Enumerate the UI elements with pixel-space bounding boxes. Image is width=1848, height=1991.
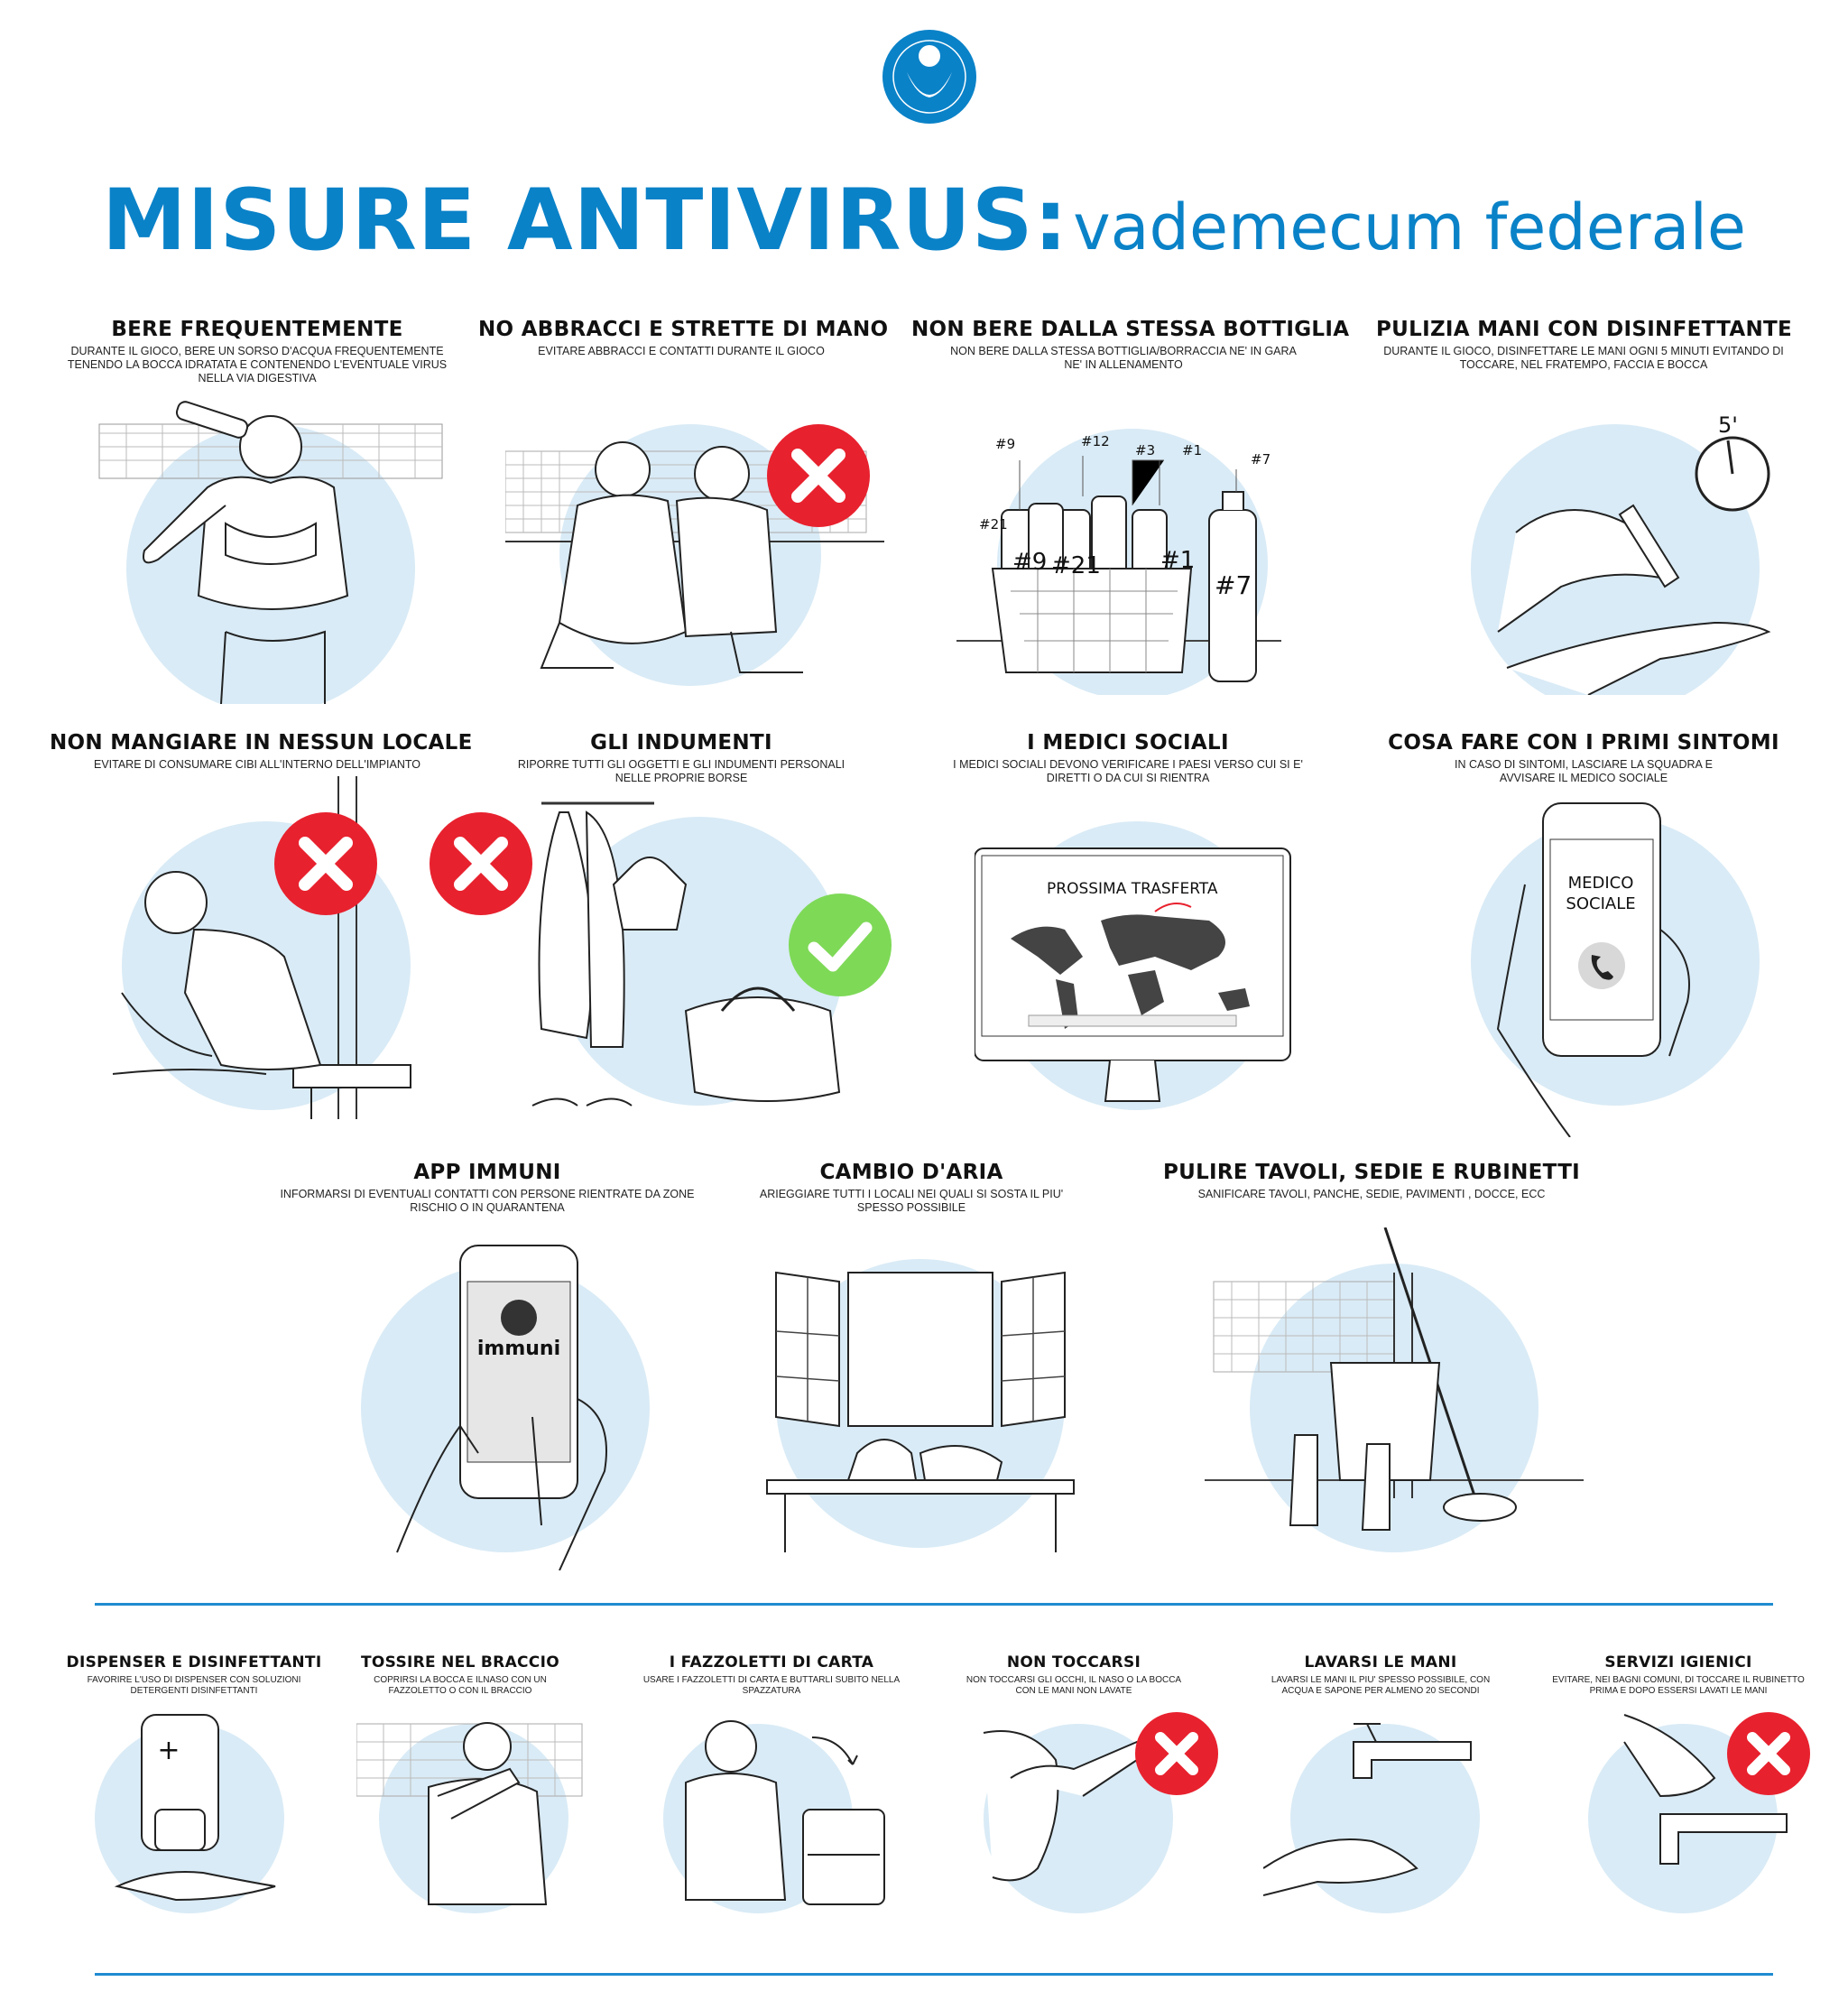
item-title: TOSSIRE NEL BRACCIO — [361, 1653, 559, 1672]
item-tossire — [343, 1653, 578, 1697]
illustration-handwash — [1263, 1706, 1507, 1913]
item-servizi — [1534, 1653, 1823, 1697]
item-lavarsi — [1245, 1653, 1516, 1697]
item-desc: ARIEGGIARE TUTTI I LOCALI NEI QUALI SI SOSTA IL PIU' SPESSO POSSIBILE — [759, 1188, 1064, 1214]
dispenser-symbol: + — [157, 1735, 180, 1766]
illustration-hands-sanitizer — [1426, 397, 1787, 695]
item-title: PULIRE TAVOLI, SEDIE E RUBINETTI — [1162, 1161, 1581, 1184]
illustration-cough — [356, 1706, 600, 1913]
item-non-toccarsi — [938, 1653, 1209, 1697]
item-desc: EVITARE DI CONSUMARE CIBI ALL'INTERNO DELL'IMPIANTO — [93, 758, 421, 771]
item-title: DISPENSER E DISINFETTANTI — [66, 1653, 322, 1672]
red-x-icon — [1133, 1710, 1220, 1797]
monitor-label: PROSSIMA TRASFERTA — [1047, 880, 1218, 898]
item-sintomi — [1381, 731, 1787, 785]
item-desc: FAVORIRE L'USO DI DISPENSER CON SOLUZIONI DETERGENTI DISINFETTANTI — [87, 1675, 301, 1696]
item-medici — [916, 731, 1340, 785]
item-fazzoletti — [614, 1653, 929, 1697]
illustration-drinking — [90, 397, 451, 704]
bottle-label: #9 — [1012, 549, 1048, 576]
title-light: vademecum federale — [1073, 190, 1746, 264]
red-x-icon — [765, 422, 872, 529]
bottle-label: #9 — [995, 436, 1016, 452]
item-app-immuni — [271, 1161, 704, 1215]
app-label: immuni — [476, 1338, 561, 1360]
item-desc: I MEDICI SOCIALI DEVONO VERIFICARE I PAESI VERSO CUI SI E' DIRETTI O DA CUI SI RIENTRA — [953, 758, 1303, 784]
bottle-label: #3 — [1135, 442, 1156, 458]
item-desc: LAVARSI LE MANI IL PIU' SPESSO POSSIBILE, CON ACQUA E SAPONE PER ALMENO 20 SECONDI — [1270, 1675, 1491, 1696]
item-desc: DURANTE IL GIOCO, DISINFETTARE LE MANI OGNI 5 MINUTI EVITANDO DI TOCCARE, NEL FRATEMPO, FACCIA E BOCCA — [1383, 345, 1784, 371]
bottle-label: #7 — [1251, 451, 1271, 468]
illustration-phone-call — [1435, 794, 1778, 1137]
illustration-app-phone — [325, 1236, 686, 1570]
item-bere — [59, 318, 456, 385]
item-title: NON TOCCARSI — [1006, 1653, 1141, 1672]
item-desc: EVITARE, NEI BAGNI COMUNI, DI TOCCARE IL RUBINETTO PRIMA E DOPO ESSERSI LAVATI LE MANI — [1552, 1675, 1805, 1696]
item-pulire-tavoli — [1146, 1161, 1597, 1201]
item-indumenti — [492, 731, 871, 785]
item-desc: INFORMARSI DI EVENTUALI CONTATTI CON PERSONE RIENTRATE DA ZONE RISCHIO O IN QUARANTENA — [280, 1188, 695, 1214]
item-title: CAMBIO D'ARIA — [819, 1161, 1003, 1184]
item-pulizia-mani — [1376, 318, 1791, 372]
illustration-cleaning — [1205, 1227, 1584, 1570]
item-desc: NON TOCCARSI GLI OCCHI, IL NASO O LA BOCCA CON LE MANI NON LAVATE — [966, 1675, 1182, 1696]
phone-label-2: SOCIALE — [1566, 894, 1636, 913]
bottle-label: #12 — [1081, 433, 1110, 449]
bottle-label: #1 — [1160, 547, 1196, 574]
item-desc: USARE I FAZZOLETTI DI CARTA E BUTTARLI SUBITO NELLA SPAZZATURA — [642, 1675, 901, 1696]
item-title: I MEDICI SOCIALI — [1027, 731, 1229, 755]
divider-top — [95, 1603, 1773, 1606]
item-title: BERE FREQUENTEMENTE — [111, 318, 403, 341]
bottle-label: #21 — [1051, 552, 1101, 579]
bottle-label: #1 — [1182, 442, 1203, 458]
item-title: GLI INDUMENTI — [590, 731, 772, 755]
item-desc: IN CASO DI SINTOMI, LASCIARE LA SQUADRA E AVVISARE IL MEDICO SOCIALE — [1455, 758, 1713, 784]
divider-bottom — [95, 1973, 1773, 1976]
red-x-icon — [1725, 1710, 1812, 1797]
item-title: SERVIZI IGIENICI — [1604, 1653, 1752, 1672]
item-desc: NON BERE DALLA STESSA BOTTIGLIA/BORRACCIA NE' IN GARA NE' IN ALLENAMENTO — [950, 345, 1297, 371]
item-desc: EVITARE ABBRACCI E CONTATTI DURANTE IL GIOCO — [538, 345, 825, 357]
bottle-label: #7 — [1215, 570, 1252, 600]
phone-label-1: MEDICO — [1567, 874, 1634, 893]
item-title: NON BERE DALLA STESSA BOTTIGLIA — [911, 318, 1350, 341]
timer-label: 5' — [1718, 412, 1738, 438]
item-title: NO ABBRACCI E STRETTE DI MANO — [478, 318, 889, 341]
item-dispenser — [50, 1653, 338, 1697]
illustration-tissue — [650, 1701, 902, 1918]
illustration-monitor — [975, 812, 1299, 1119]
red-x-icon — [428, 810, 534, 917]
red-x-icon — [273, 810, 379, 917]
item-non-mangiare — [50, 731, 473, 772]
illustration-window — [758, 1246, 1083, 1552]
green-check-icon — [787, 892, 893, 998]
item-title: NON MANGIARE IN NESSUN LOCALE — [50, 731, 473, 755]
item-title: APP IMMUNI — [413, 1161, 561, 1184]
item-bottiglia — [911, 318, 1350, 372]
title-bold: MISURE ANTIVIRUS: — [102, 171, 1069, 270]
fipav-logo — [880, 27, 979, 126]
item-no-abbracci — [478, 318, 889, 358]
illustration-dispenser — [68, 1706, 311, 1913]
page-title — [0, 171, 1848, 270]
item-title: I FAZZOLETTI DI CARTA — [669, 1653, 874, 1672]
item-desc: SANIFICARE TAVOLI, PANCHE, SEDIE, PAVIMENTI , DOCCE, ECC — [1197, 1188, 1546, 1200]
item-cambio-aria — [758, 1161, 1065, 1215]
item-desc: COPRIRSI LA BOCCA E ILNASO CON UN FAZZOLETTO O CON IL BRACCIO — [374, 1675, 547, 1696]
item-desc: DURANTE IL GIOCO, BERE UN SORSO D'ACQUA FREQUENTEMENTE TENENDO LA BOCCA IDRATATA E CONTENENDO L'EVENTUALE VIRUS NELLA VIA DIGESTIVA — [67, 345, 448, 384]
item-title: COSA FARE CON I PRIMI SINTOMI — [1388, 731, 1779, 755]
item-title: PULIZIA MANI CON DISINFETTANTE — [1376, 318, 1792, 341]
item-title: LAVARSI LE MANI — [1304, 1653, 1457, 1672]
bottle-label: #21 — [979, 516, 1008, 532]
item-desc: RIPORRE TUTTI GLI OGGETTI E GLI INDUMENTI PERSONALI NELLE PROPRIE BORSE — [517, 758, 845, 784]
